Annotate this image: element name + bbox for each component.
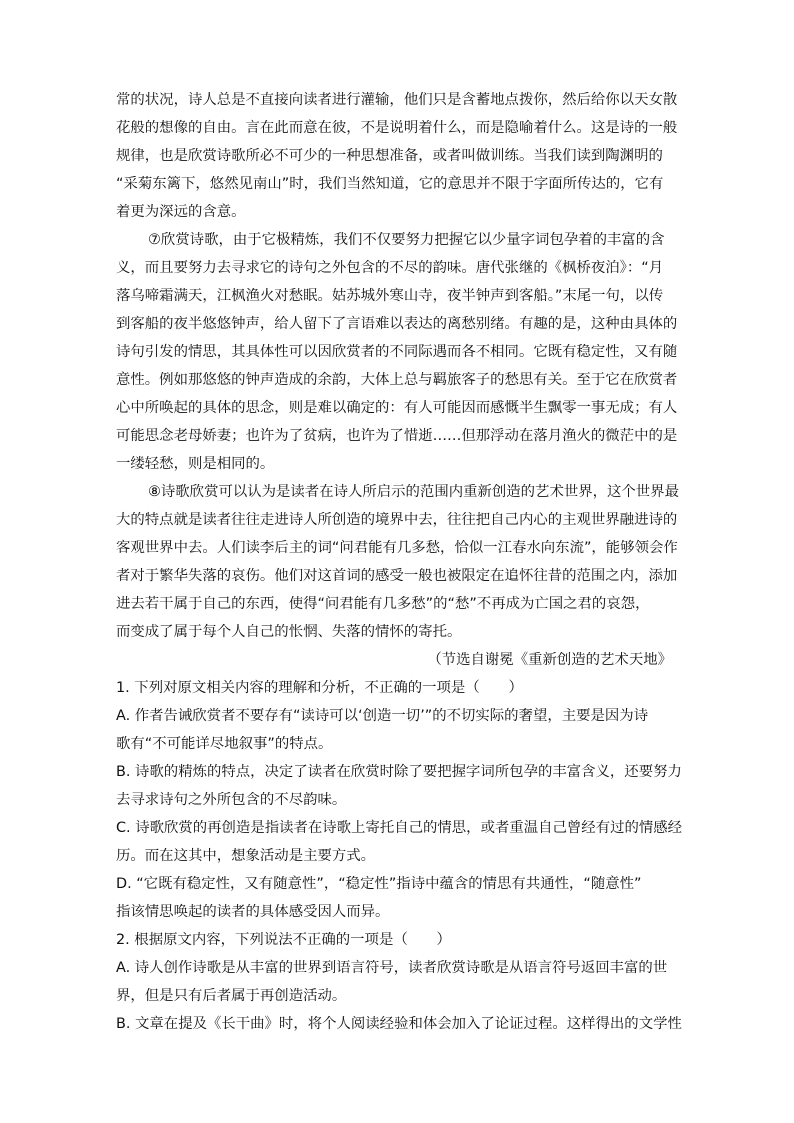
answer-option: 去寻求诗句之外所包含的不尽韵味。 xyxy=(116,792,347,808)
source-citation: （节选自谢冕《重新创造的艺术天地》 xyxy=(427,652,672,668)
text-line: 着更为深远的含意。 xyxy=(116,204,246,220)
text-line: 规律，也是欣赏诗歌所必不可少的一种思想准备，或者叫做训练。当我们读到陶渊明的 xyxy=(116,148,663,164)
text-line: 而变成了属于每个人自己的怅惘、失落的情怀的寄托。 xyxy=(116,624,462,640)
text-line: 义，而且要努力去寻求它的诗句之外包含的不尽的韵味。唐代张继的《枫桥夜泊》：“月 xyxy=(116,260,664,276)
text-line: 花般的想像的自由。言在此而意在彼，不是说明着什么，而是隐喻着什么。这是诗的一般 xyxy=(116,120,678,136)
answer-option: 历。而在这其中，想象活动是主要方式。 xyxy=(116,848,376,864)
answer-option: C. 诗歌欣赏的再创造是指读者在诗歌上寄托自己的情思，或者重温自己曾经有过的情感经 xyxy=(116,820,683,836)
answer-option: 界，但是只有后者属于再创造活动。 xyxy=(116,988,347,1004)
text-line: ⑧诗歌欣赏可以认为是读者在诗人所启示的范围内重新创造的艺术世界，这个世界最 xyxy=(148,484,679,500)
text-line: 大的特点就是读者往往走进诗人所创造的境界中去，往往把自己内心的主观世界融进诗的 xyxy=(116,512,678,528)
answer-option: A. 诗人创作诗歌是从丰富的世界到语言符号，读者欣赏诗歌是从语言符号返回丰富的世 xyxy=(116,960,668,976)
text-line: 心中所唤起的具体的思念，则是难以确定的：有人可能因而感慨半生飘零一事无成；有人 xyxy=(116,400,678,416)
text-line: 到客船的夜半悠悠钟声，给人留下了言语难以表达的离愁别绪。有趣的是，这种由具体的 xyxy=(116,316,678,332)
answer-option: B. 文章在提及《长干曲》时，将个人阅读经验和体会加入了论证过程。这样得出的文学性 xyxy=(116,1016,682,1032)
answer-option: D. “它既有稳定性，又有随意性”，“稳定性”指诗中蕴含的情思有共通性，“随意性” xyxy=(116,876,642,892)
text-line: 进去若干属于自己的东西，使得“问君能有几多愁”的“愁”不再成为亡国之君的哀怨， xyxy=(116,596,650,612)
text-line: 者对于繁华失落的哀伤。他们对这首词的感受一般也被限定在追怀往昔的范围之内，添加 xyxy=(116,568,678,584)
text-line: 落乌啼霜满天，江枫渔火对愁眠。姑苏城外寒山寺，夜半钟声到客船。”末尾一句，以传 xyxy=(116,288,664,304)
answer-option: 歌有“不可能详尽地叙事”的特点。 xyxy=(116,736,333,752)
text-line: 一缕轻愁，则是相同的。 xyxy=(116,456,275,472)
answer-option: A. 作者告诫欣赏者不要存有“读诗可以‘创造一切’”的不切实际的奢望，主要是因为诗 xyxy=(116,708,649,724)
question-stem: 1. 下列对原文相关内容的理解和分析，不正确的一项是（ ） xyxy=(116,680,523,696)
text-line: 客观世界中去。人们读李后主的词“问君能有几多愁，恰似一江春水向东流”，能够领会作 xyxy=(116,540,678,556)
text-line: 可能思念老母娇妻；也许为了贫病，也许为了惜逝……但那浮动在落月渔火的微茫中的是 xyxy=(116,428,678,444)
text-line: 意性。例如那悠悠的钟声造成的余韵，大体上总与羁旅客子的愁思有关。至于它在欣赏者 xyxy=(116,372,678,388)
question-stem: 2. 根据原文内容，下列说法不正确的一项是（ ） xyxy=(116,932,451,948)
text-line: 常的状况，诗人总是不直接向读者进行灌输，他们只是含蓄地点拨你，然后给你以天女散 xyxy=(116,92,678,108)
text-line: ⑦欣赏诗歌，由于它极精炼，我们不仅要努力把握它以少量字词包孕着的丰富的含 xyxy=(148,232,665,248)
text-line: “采菊东篱下，悠然见南山”时，我们当然知道，它的意思并不限于字面所传达的，它有 xyxy=(116,176,664,192)
answer-option: B. 诗歌的精炼的特点，决定了读者在欣赏时除了要把握字词所包孕的丰富含义，还要努力 xyxy=(116,764,682,780)
text-line: 诗句引发的情思，其具体性可以因欣赏者的不同际遇而各不相同。它既有稳定性，又有随 xyxy=(116,344,678,360)
answer-option: 指该情思唤起的读者的具体感受因人而异。 xyxy=(116,904,390,920)
